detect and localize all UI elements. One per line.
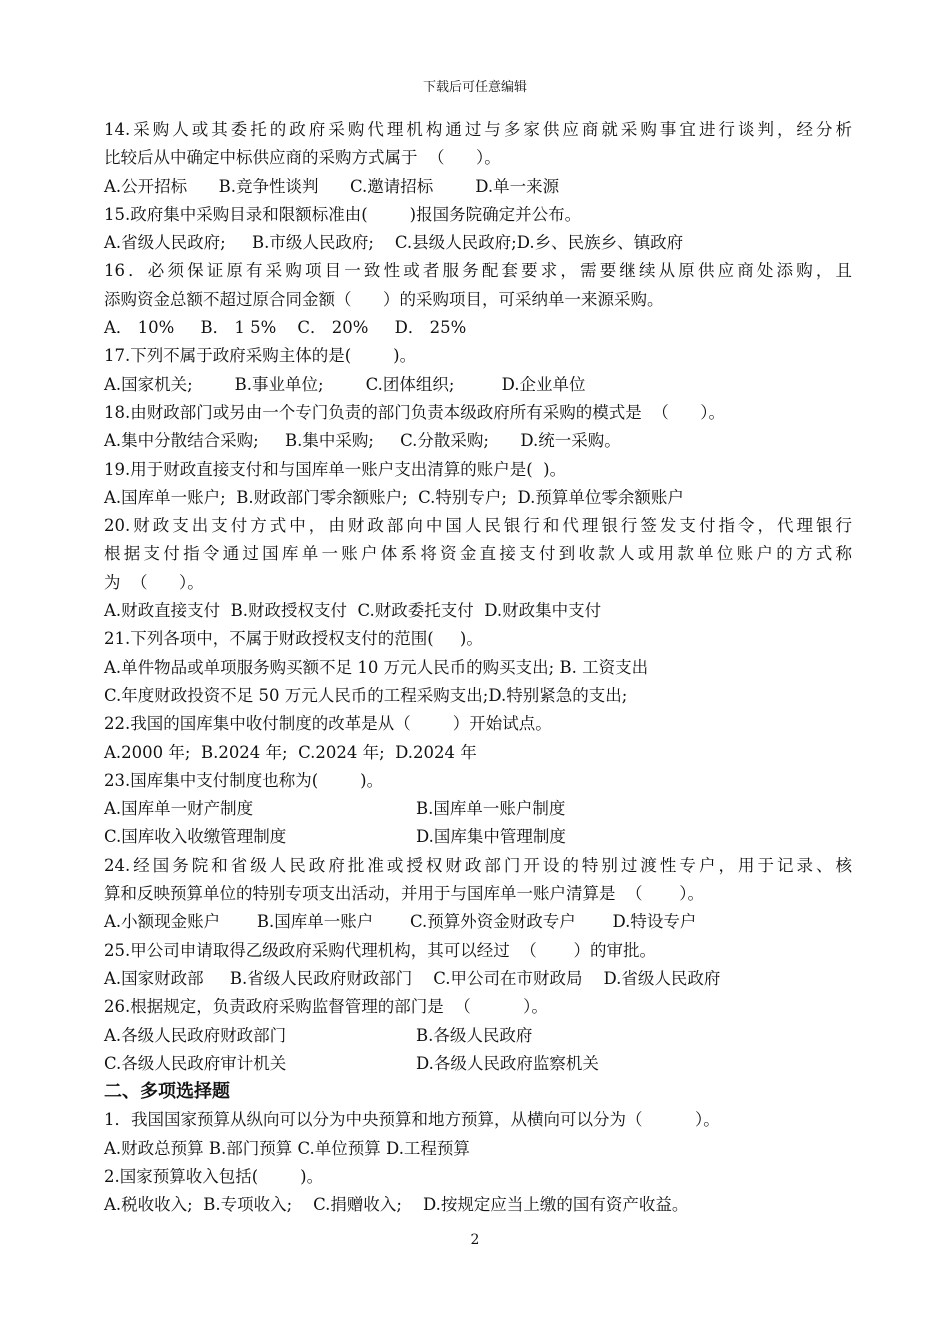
text-line: 17.下列不属于政府采购主体的是( )。 [104,346,417,366]
text-line: A.省级人民政府; B.市级人民政府; C.县级人民政府;D.乡、民族乡、镇政府 [104,233,684,253]
text-line: 16．必须保证原有采购项目一致性或者服务配套要求，需要继续从原供应商处添购，且 [104,261,852,281]
text-line: A.单件物品或单项服务购买额不足 10 万元人民币的购买支出; B. 工资支出 [104,657,649,677]
text-line: 比较后从中确定中标供应商的采购方式属于 （ ）。 [104,148,501,168]
text-line: 2.国家预算收入包括( )。 [104,1166,324,1186]
text-line: A.国家机关; B.事业单位; C.团体组织; D.企业单位 [104,374,586,394]
text-line: 25.甲公司申请取得乙级政府采购代理机构，其可以经过 （ ）的审批。 [104,940,656,960]
text-line: A． 10% B． 1 5% C． 20% D． 25% [104,318,467,338]
text-line: A.集中分散结合采购; B.集中采购; C.分散采购; D.统一采购。 [104,431,621,451]
option-row [104,823,852,851]
option-text: C.各级人民政府审计机关 [104,1053,287,1073]
text-line: 26.根据规定，负责政府采购监督管理的部门是 （ ）。 [104,997,548,1017]
option-text: D.国库集中管理制度 [416,827,566,847]
text-line: 18.由财政部门或另由一个专门负责的部门负责本级政府所有采购的模式是 （ ）。 [104,402,725,422]
text-line: A.国库单一账户; B.财政部门零余额账户; C.特别专户; D.预算单位零余额账户 [104,487,684,507]
page-header: 下载后可任意编辑 [422,80,527,95]
text-line: A.财政总预算 B.部门预算 C.单位预算 D.工程预算 [104,1138,470,1158]
page-number: 2 [470,1232,480,1248]
text-line: 算和反映预算单位的特别专项支出活动，并用于与国库单一账户清算是 （ ）。 [104,884,704,904]
text-line: 20.财政支出支付方式中，由财政部向中国人民银行和代理银行签发支付指令，代理银行 [104,516,852,536]
text-line: A.国家财政部 B.省级人民政府财政部门 C.甲公司在市财政局 D.省级人民政府 [104,968,721,988]
text-line: A.小额现金账户 B.国库单一账户 C.预算外资金财政专户 D.特设专户 [104,912,697,932]
document-body [104,116,852,1220]
option-text: A.国库单一财产制度 [104,799,254,819]
text-line: 14.采购人或其委托的政府采购代理机构通过与多家供应商就采购事宜进行谈判，经分析 [104,120,852,139]
option-text: B.国库单一账户制度 [416,799,566,819]
text-line: C.年度财政投资不足 50 万元人民币的工程采购支出;D.特别紧急的支出; [104,685,628,705]
option-row [104,1050,852,1078]
text-line: 1．我国国家预算从纵向可以分为中央预算和地方预算，从横向可以分为（ ）。 [104,1110,720,1130]
text-line: A.税收收入; B.专项收入; C.捐赠收入; D.按规定应当上缴的国有资产收益。 [104,1195,689,1215]
text-line: 22.我国的国库集中收付制度的改革是从（ ）开始试点。 [104,714,552,734]
text-line: 23.国库集中支付制度也称为( )。 [104,770,384,790]
text-line: A.2000 年; B.2024 年; C.2024 年; D.2024 年 [104,742,477,762]
text-line: 根据支付指令通过国库单一账户体系将资金直接支付到收款人或用款单位账户的方式称 [104,544,852,564]
option-text: A.各级人民政府财政部门 [104,1025,287,1045]
option-text: B.各级人民政府 [416,1025,533,1045]
text-line: 24.经国务院和省级人民政府批准或授权财政部门开设的特别过渡性专户，用于记录、核 [104,855,852,875]
option-text: D.各级人民政府监察机关 [416,1053,599,1073]
option-text: C.国库收入收缴管理制度 [104,827,287,847]
section-heading: 二、多项选择题 [104,1081,230,1103]
text-line: A.财政直接支付 B.财政授权支付 C.财政委托支付 D.财政集中支付 [104,601,602,621]
option-row [104,795,852,823]
text-line: 添购资金总额不超过原合同金额（ ）的采购项目，可采纳单一来源采购。 [104,289,664,309]
option-row [104,1022,852,1050]
text-line: 15.政府集中采购目录和限额标准由( )报国务院确定并公布。 [104,204,582,224]
text-line: 为 （ ）。 [104,572,204,592]
text-line: 21.下列各项中，不属于财政授权支付的范围( )。 [104,629,483,649]
text-line: A.公开招标 B.竞争性谈判 C.邀请招标 D.单一来源 [104,176,560,196]
text-line: 19.用于财政直接支付和与国库单一账户支出清算的账户是( )。 [104,459,567,479]
